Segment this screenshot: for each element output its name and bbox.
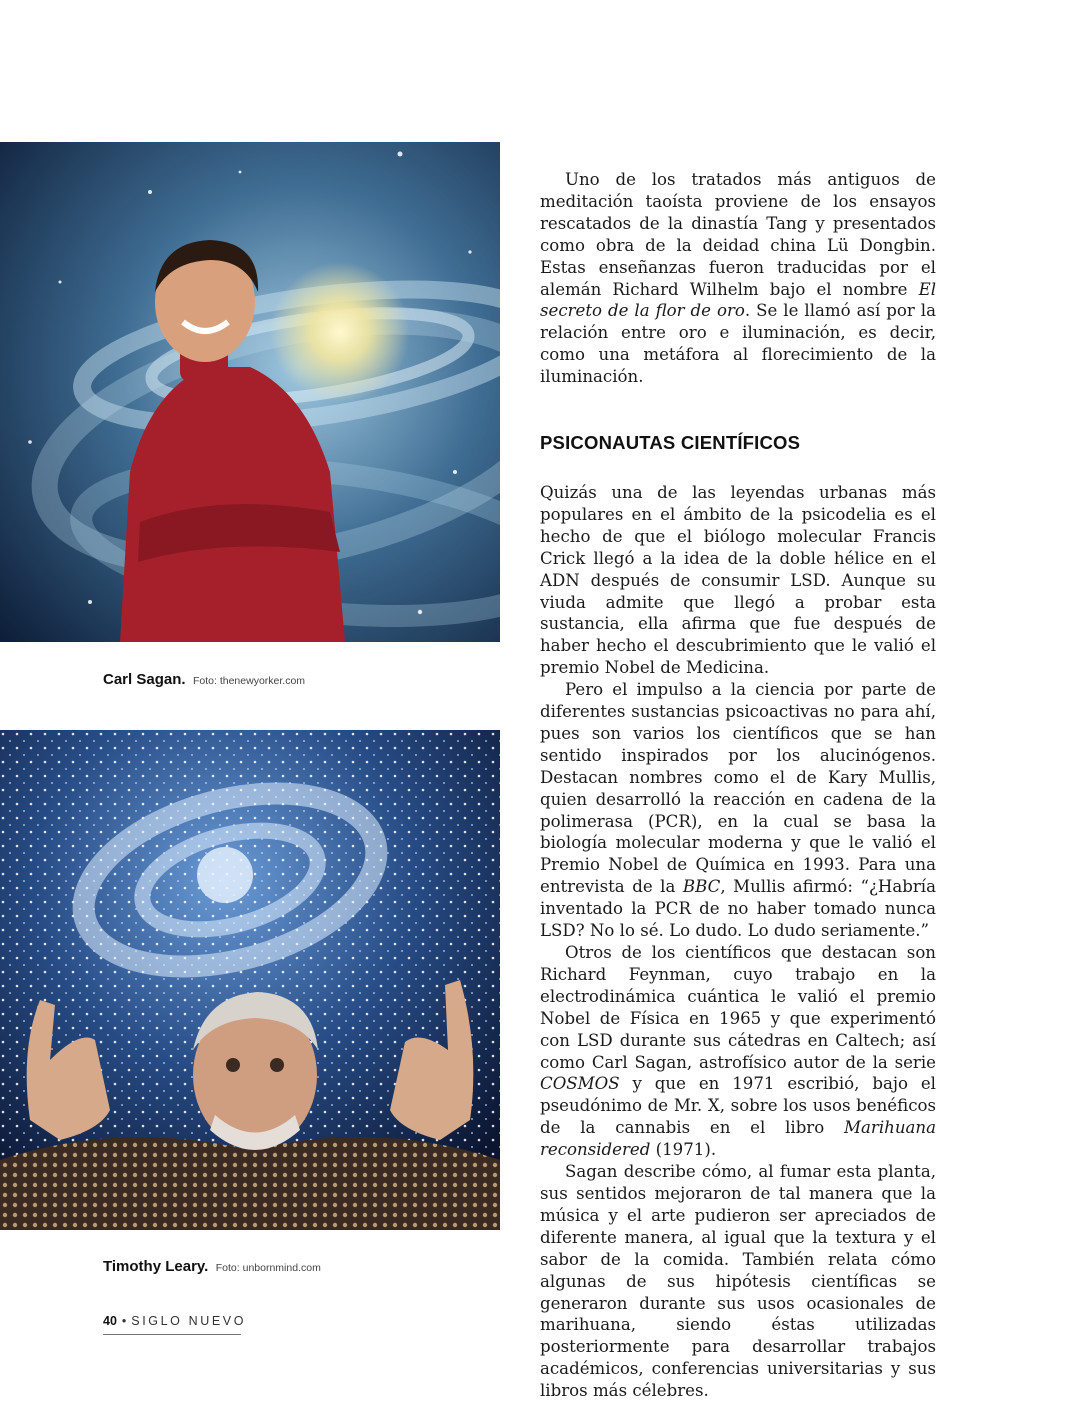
carl-sagan-illustration bbox=[0, 142, 500, 642]
section-heading: PSICONAUTAS CIENTÍFICOS bbox=[540, 432, 801, 454]
intro-paragraph bbox=[540, 169, 936, 388]
photo-caption bbox=[103, 1258, 483, 1276]
italic-text: El secreto de la flor de oro bbox=[540, 279, 936, 321]
text-run: Otros de los científicos que destacan son Richard Feynman, cuyo trabajo en la electrodinámica cuántica le valió el premio Nobel de Física en 1965 y que experimentó con LSD durante sus cátedras en Caltech; así como Carl Sagan, astrofísico autor de la serie bbox=[540, 943, 936, 1072]
text-run: (1971). bbox=[650, 1140, 717, 1160]
page-number: 40 bbox=[103, 1314, 117, 1328]
italic-text: BBC bbox=[682, 877, 721, 897]
article-paragraph bbox=[540, 679, 936, 942]
page-footer bbox=[103, 1314, 247, 1335]
text-run: Sagan describe cómo, al fumar esta planta, sus sentidos mejoraron de tal manera que la música y el arte pudieron ser apreciados de diferente manera, al igual que la textura y el sabor de la comida. También relata cómo algunas de sus hipótesis científicas se generaron durante sus usos ocasionales de marihuana, siendo éstas utilizadas posteriormente para desarrollar trabajos académicos, conferencias universitarias y sus libros más célebres. bbox=[540, 1162, 936, 1401]
text-run: Pero el impulso a la ciencia por parte de diferentes sustancias psicoactivas no para ahí, pues son varios los científicos que se han sentido inspirados por los alucinógenos. Destacan nombres como el de Kary Mullis, quien desarrolló la reacción en cadena de la polimerasa (PCR), en la cual se basa la biología molecular moderna y que le valió el Premio Nobel de Química en 1993. Para una entrevista de la bbox=[540, 680, 936, 897]
footer-separator: • bbox=[121, 1314, 127, 1328]
carl-sagan-photo bbox=[0, 142, 500, 642]
text-run: Quizás una de las leyendas urbanas más populares en el ámbito de la psicodelia es el hecho de que el biólogo molecular Francis Crick llegó a la idea de la doble hélice en el ADN después de consumir LSD. Aunque su viuda admite que llegó a probar esta sustancia, ella afirma que fue después de haber hecho el descubrimiento que le valió el premio Nobel de Medicina. bbox=[540, 482, 936, 678]
text-run: , Mullis afirmó: “¿Habría inventado la PCR de no haber tomado nunca LSD? No lo sé. Lo dudo. Lo dudo seriamente.” bbox=[540, 877, 937, 941]
caption-name: Timothy Leary. bbox=[103, 1258, 209, 1275]
italic-text: COSMOS bbox=[540, 1074, 620, 1094]
article-paragraph bbox=[540, 1161, 936, 1402]
caption-name: Carl Sagan. bbox=[103, 671, 186, 688]
photo-caption bbox=[103, 671, 483, 689]
article-paragraph bbox=[540, 482, 936, 679]
timothy-leary-photo bbox=[0, 730, 500, 1230]
timothy-leary-illustration bbox=[0, 730, 500, 1230]
caption-credit: Foto: unbornmind.com bbox=[215, 1262, 321, 1274]
magazine-name: SIGLO NUEVO bbox=[131, 1314, 247, 1328]
article-column bbox=[540, 169, 936, 1402]
text-run: Uno de los tratados más antiguos de meditación taoísta proviene de los ensayos rescatados de la dinastía Tang y presentados como obra de la deidad china Lü Dongbin. Estas enseñanzas fueron traducidas por el alemán Richard Wilhelm bajo el nombre bbox=[540, 170, 936, 299]
text-run: . Se le llamó así por la relación entre oro e iluminación, es decir, como una metáfora al florecimiento de la iluminación. bbox=[540, 301, 936, 387]
italic-text: Marihuana reconsidered bbox=[540, 1118, 936, 1160]
caption-credit: Foto: thenewyorker.com bbox=[192, 675, 306, 687]
article-paragraph bbox=[540, 942, 936, 1161]
text-run: y que en 1971 escribió, bajo el pseudónimo de Mr. X, sobre los usos benéficos de la cannabis en el libro bbox=[540, 1074, 936, 1138]
